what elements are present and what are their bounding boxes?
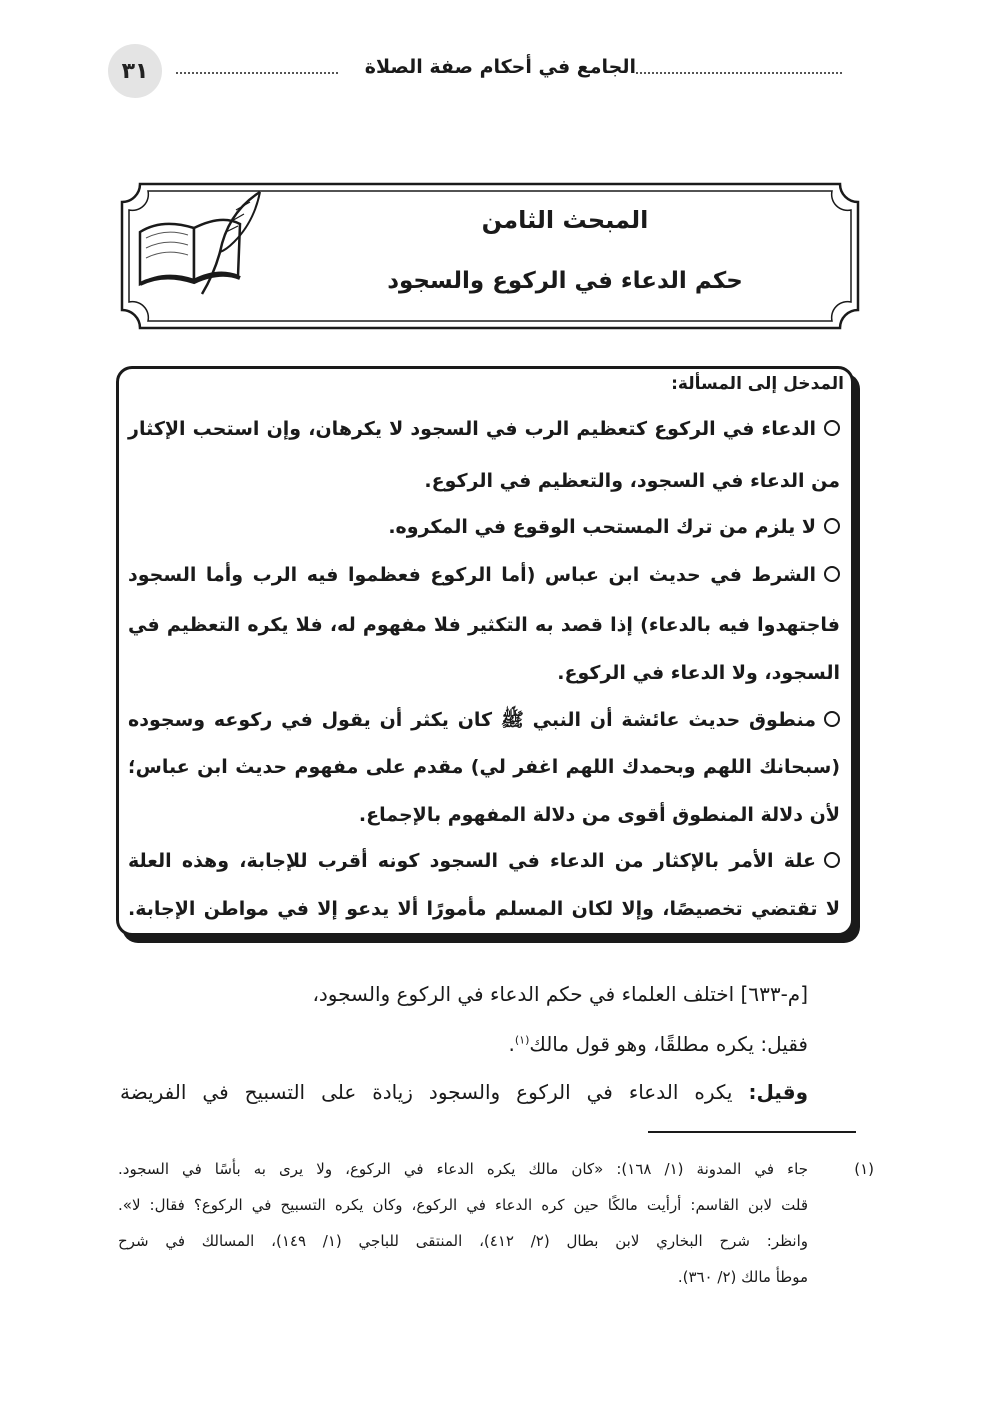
body-line: فقيل: يكره مطلقًا، وهو قول مالك$^{(١)}$. [508, 1032, 808, 1056]
footnote-ref: (١) [514, 1033, 530, 1047]
summary-bullet-item: علة الأمر بالإكثار من الدعاء في السجود كونه أقرب للإجابة، وهذه العلة [128, 850, 840, 872]
book-and-quill-icon [132, 188, 272, 300]
summary-line: من الدعاء في السجود، والتعظيم في الركوع. [424, 470, 840, 492]
summary-line: السجود، ولا الدعاء في الركوع. [557, 662, 840, 684]
footnote-line: جاء في المدونة (١/ ١٦٨): «كان مالك يكره الدعاء في الركوع، ولا يرى به بأسًا في السجود. [118, 1160, 808, 1178]
summary-heading: المدخل إلى المسألة: [671, 374, 844, 394]
footnote-line: قلت لابن القاسم: أرأيت مالكًا حين كره الدعاء في الركوع، وكان يكره التسبيح في الركوع؟ فقال: لا». [118, 1196, 808, 1214]
body-line: [م-٦٣٣] اختلف العلماء في حكم الدعاء في الركوع والسجود، [312, 982, 808, 1006]
summary-bullet-item: الدعاء في الركوع كتعظيم الرب في السجود لا يكرهان، وإن استحب الإكثار [128, 418, 840, 440]
running-header-title: الجامع في أحكام صفة الصلاة [364, 56, 636, 78]
footnote-marker: (١) [854, 1160, 874, 1178]
page-number: ٣١ [108, 44, 162, 98]
summary-line: لا تقتضي تخصيصًا، وإلا لكان المسلم مأمورًا ألا يدعو إلا في مواطن الإجابة. [128, 898, 840, 920]
circle-bullet-icon [824, 852, 840, 868]
body-line: وقيل: يكره الدعاء في الركوع والسجود زيادة على التسبيح في الفريضة [120, 1080, 808, 1104]
header-dotted-leader-right [636, 72, 842, 74]
circle-bullet-icon [824, 566, 840, 582]
circle-bullet-icon [824, 518, 840, 534]
summary-bullet-item: منطوق حديث عائشة أن النبي ﷺ كان يكثر أن يقول في ركوعه وسجوده [128, 708, 840, 736]
footnote-separator [648, 1131, 856, 1133]
header-dotted-leader-left [176, 72, 338, 74]
summary-line: (سبحانك اللهم وبحمدك اللهم اغفر لي) مقدم على مفهوم حديث ابن عباس؛ [128, 756, 840, 778]
summary-bullet-item: الشرط في حديث ابن عباس (أما الركوع فعظموا فيه الرب وأما السجود [128, 564, 840, 586]
summary-line: فاجتهدوا فيه بالدعاء) إذا قصد به التكثير فلا مفهوم له، فلا يكره التعظيم في [128, 614, 840, 636]
footnote-line: وانظر: شرح البخاري لابن بطال (٢/ ٤١٢)، المنتقى للباجي (١/ ١٤٩)، المسالك في شرح [118, 1232, 808, 1250]
circle-bullet-icon [824, 420, 840, 436]
footnote-line: موطأ مالك (٢/ ٣٦٠). [677, 1268, 808, 1286]
summary-line: لأن دلالة المنطوق أقوى من دلالة المفهوم بالإجماع. [358, 804, 840, 826]
chapter-title: المبحث الثامن [481, 206, 649, 234]
summary-bullet-item: لا يلزم من ترك المستحب الوقوع في المكروه. [128, 516, 840, 538]
circle-bullet-icon [824, 711, 840, 727]
chapter-subtitle: حكم الدعاء في الركوع والسجود [387, 268, 743, 294]
